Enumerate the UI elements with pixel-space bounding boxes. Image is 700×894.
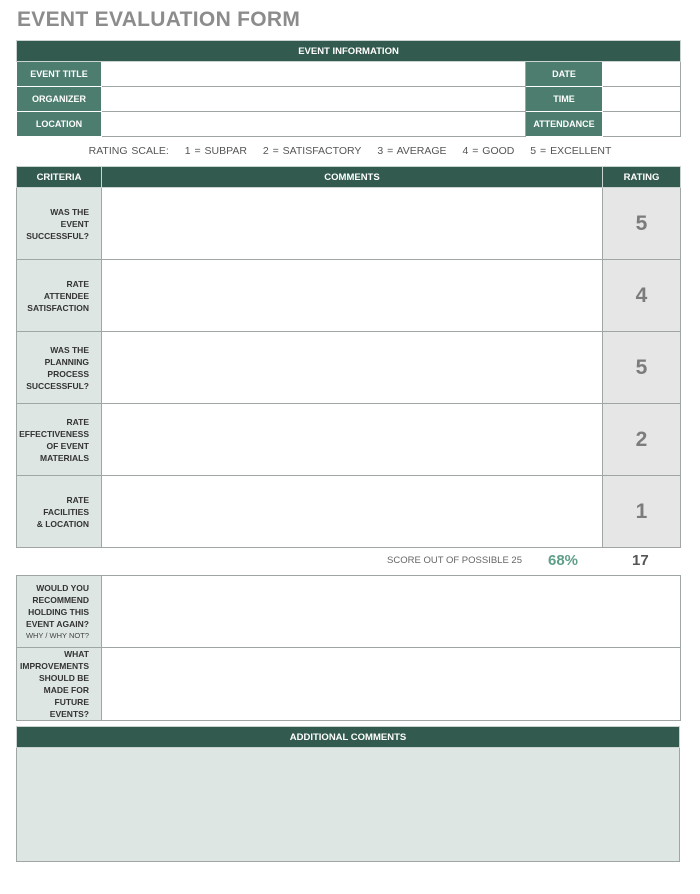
criteria-column-header: CRITERIA <box>17 167 102 188</box>
rating-value[interactable]: 2 <box>603 404 681 476</box>
additional-comments-table <box>16 726 680 862</box>
criteria-line: SUCCESSFUL? <box>26 230 89 241</box>
question-subtext: WHY / WHY NOT? <box>25 630 89 640</box>
event-information-header: EVENT INFORMATION <box>17 41 681 62</box>
criteria-table <box>16 166 681 548</box>
criteria-row <box>17 476 681 548</box>
criteria-line: WAS THE <box>50 344 89 355</box>
criteria-label <box>17 188 102 260</box>
date-field[interactable] <box>603 62 681 87</box>
score-label: SCORE OUT OF POSSIBLE 25 <box>387 555 522 566</box>
comment-field[interactable] <box>102 332 603 404</box>
comment-field[interactable] <box>102 188 603 260</box>
criteria-line: RATE <box>66 278 89 289</box>
criteria-row <box>17 260 681 332</box>
comment-field[interactable] <box>102 260 603 332</box>
criteria-label <box>17 404 102 476</box>
rating-value[interactable]: 5 <box>603 188 681 260</box>
rating-column-header: RATING <box>603 167 681 188</box>
rating-value[interactable]: 5 <box>603 332 681 404</box>
criteria-line: EVENT <box>60 218 89 229</box>
question-line: FUTURE EVENTS? <box>49 697 89 719</box>
question-line: IMPROVEMENTS <box>20 661 89 671</box>
criteria-row <box>17 332 681 404</box>
question-row <box>17 648 681 721</box>
rating-scale-item: 3 = AVERAGE <box>377 145 447 157</box>
criteria-line: SATISFACTION <box>27 302 89 313</box>
rating-value[interactable]: 1 <box>603 476 681 548</box>
improvements-answer-field[interactable] <box>102 648 681 721</box>
criteria-line: RATE <box>66 416 89 427</box>
organizer-label: ORGANIZER <box>17 87 102 112</box>
comments-column-header: COMMENTS <box>102 167 603 188</box>
time-field[interactable] <box>603 87 681 112</box>
criteria-line: RATE <box>66 494 89 505</box>
form-title: EVENT EVALUATION FORM <box>17 8 301 31</box>
rating-scale-item: 2 = SATISFACTORY <box>262 145 362 157</box>
event-title-label: EVENT TITLE <box>17 62 102 87</box>
score-summary <box>0 552 700 570</box>
recommend-answer-field[interactable] <box>102 576 681 648</box>
location-field[interactable] <box>102 112 526 137</box>
criteria-line: FACILITIES <box>43 506 89 517</box>
criteria-line: WAS THE <box>50 206 89 217</box>
question-line: SHOULD BE <box>38 673 89 683</box>
question-line: RECOMMEND <box>32 594 89 605</box>
score-total: 17 <box>632 552 649 569</box>
time-label: TIME <box>526 87 603 112</box>
additional-comments-field[interactable] <box>17 748 680 862</box>
comment-field[interactable] <box>102 404 603 476</box>
question-line: MADE FOR <box>43 685 89 695</box>
criteria-row <box>17 404 681 476</box>
question-line: EVENT AGAIN? <box>26 618 89 629</box>
criteria-label <box>17 260 102 332</box>
event-title-field[interactable] <box>102 62 526 87</box>
criteria-label <box>17 332 102 404</box>
date-label: DATE <box>526 62 603 87</box>
criteria-line: PROCESS <box>47 368 89 379</box>
criteria-row <box>17 188 681 260</box>
criteria-line: SUCCESSFUL? <box>26 380 89 391</box>
criteria-line: PLANNING <box>44 356 89 367</box>
question-line: WOULD YOU <box>36 582 89 593</box>
rating-scale-label: RATING SCALE: <box>88 145 169 157</box>
criteria-line: & LOCATION <box>36 518 89 529</box>
organizer-field[interactable] <box>102 87 526 112</box>
criteria-line: ATTENDEE <box>43 290 89 301</box>
rating-scale-item: 4 = GOOD <box>462 145 515 157</box>
event-information-table <box>16 40 681 137</box>
score-percent: 68% <box>548 552 579 569</box>
criteria-line: MATERIALS <box>40 452 89 463</box>
comment-field[interactable] <box>102 476 603 548</box>
rating-scale-item: 5 = EXCELLENT <box>530 145 612 157</box>
attendance-field[interactable] <box>603 112 681 137</box>
question-line: HOLDING THIS <box>28 606 89 617</box>
questions-table <box>16 575 681 721</box>
rating-scale <box>0 145 700 157</box>
rating-scale-item: 1 = SUBPAR <box>184 145 247 157</box>
question-line: WHAT <box>64 649 89 659</box>
attendance-label: ATTENDANCE <box>526 112 603 137</box>
question-label <box>17 576 102 648</box>
location-label: LOCATION <box>17 112 102 137</box>
rating-value[interactable]: 4 <box>603 260 681 332</box>
criteria-line: EFFECTIVENESS <box>19 428 89 439</box>
question-row <box>17 576 681 648</box>
question-label <box>17 648 102 721</box>
criteria-line: OF EVENT <box>46 440 89 451</box>
criteria-label <box>17 476 102 548</box>
additional-comments-header: ADDITIONAL COMMENTS <box>17 727 680 748</box>
